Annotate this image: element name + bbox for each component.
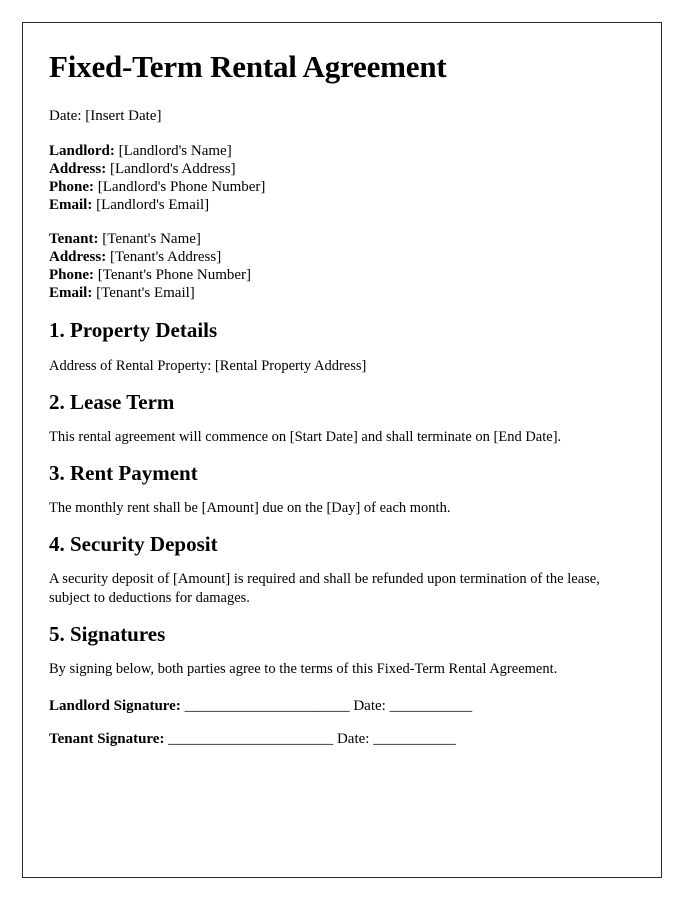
landlord-signature-row xyxy=(49,697,635,715)
section-heading-security-deposit: 4. Security Deposit xyxy=(49,531,218,556)
section-heading-signatures: 5. Signatures xyxy=(49,622,166,647)
tenant-name-label: Tenant: xyxy=(49,231,99,248)
tenant-email-label: Email: xyxy=(49,285,93,302)
tenant-phone-label: Phone: xyxy=(49,267,94,284)
landlord-phone-row xyxy=(49,178,635,196)
tenant-signature-line[interactable]: ______________________ xyxy=(168,731,334,748)
landlord-date-label: Date: xyxy=(353,698,386,715)
landlord-phone-label: Phone: xyxy=(49,179,94,196)
landlord-signature-label: Landlord Signature: xyxy=(49,698,181,715)
tenant-email-value: [Tenant's Email] xyxy=(96,285,195,302)
document-date-line: Date: [Insert Date] xyxy=(49,107,162,124)
section-heading-property-details: 1. Property Details xyxy=(49,318,218,343)
landlord-email-label: Email: xyxy=(49,197,93,214)
landlord-address-value: [Landlord's Address] xyxy=(109,161,236,178)
section-body-property-details: Address of Rental Property: [Rental Property Address] xyxy=(49,357,367,374)
landlord-details-block xyxy=(49,142,635,214)
section-body-lease-term: This rental agreement will commence on [Start Date] and shall terminate on [End Date]. xyxy=(49,428,562,445)
landlord-date-line[interactable]: ___________ xyxy=(389,698,473,715)
landlord-name-row xyxy=(49,142,635,160)
landlord-email-value: [Landlord's Email] xyxy=(96,197,210,214)
landlord-email-row xyxy=(49,196,635,214)
tenant-name-row xyxy=(49,230,635,248)
section-heading-rent-payment: 3. Rent Payment xyxy=(49,460,198,485)
section-body-security-deposit: A security deposit of [Amount] is required and shall be refunded upon termination of the lease, subject to deductions for damages. xyxy=(49,571,600,607)
tenant-address-row xyxy=(49,248,635,266)
landlord-phone-value: [Landlord's Phone Number] xyxy=(97,179,266,196)
tenant-details-block xyxy=(49,230,635,302)
tenant-address-value: [Tenant's Address] xyxy=(109,249,222,266)
tenant-date-label: Date: xyxy=(336,731,370,748)
page-title: Fixed-Term Rental Agreement xyxy=(49,49,447,84)
section-body-rent-payment: The monthly rent shall be [Amount] due on the [Day] of each month. xyxy=(49,499,451,516)
document-page xyxy=(22,22,662,878)
tenant-phone-row xyxy=(49,266,635,284)
section-heading-lease-term: 2. Lease Term xyxy=(49,389,175,414)
tenant-signature-row xyxy=(49,730,635,748)
tenant-address-label: Address: xyxy=(49,249,107,266)
landlord-signature-line[interactable]: ______________________ xyxy=(184,698,350,715)
tenant-email-row xyxy=(49,284,635,302)
landlord-address-label: Address: xyxy=(49,161,107,178)
section-body-signatures: By signing below, both parties agree to the terms of this Fixed-Term Rental Agreement. xyxy=(49,661,558,678)
document-content xyxy=(23,23,661,748)
landlord-name-label: Landlord: xyxy=(49,143,115,160)
landlord-name-value: [Landlord's Name] xyxy=(118,143,232,160)
tenant-name-value: [Tenant's Name] xyxy=(102,231,201,248)
tenant-phone-value: [Tenant's Phone Number] xyxy=(97,267,252,284)
tenant-signature-label: Tenant Signature: xyxy=(49,731,165,748)
signature-block xyxy=(49,697,635,748)
tenant-date-line[interactable]: ___________ xyxy=(373,731,456,748)
landlord-address-row xyxy=(49,160,635,178)
